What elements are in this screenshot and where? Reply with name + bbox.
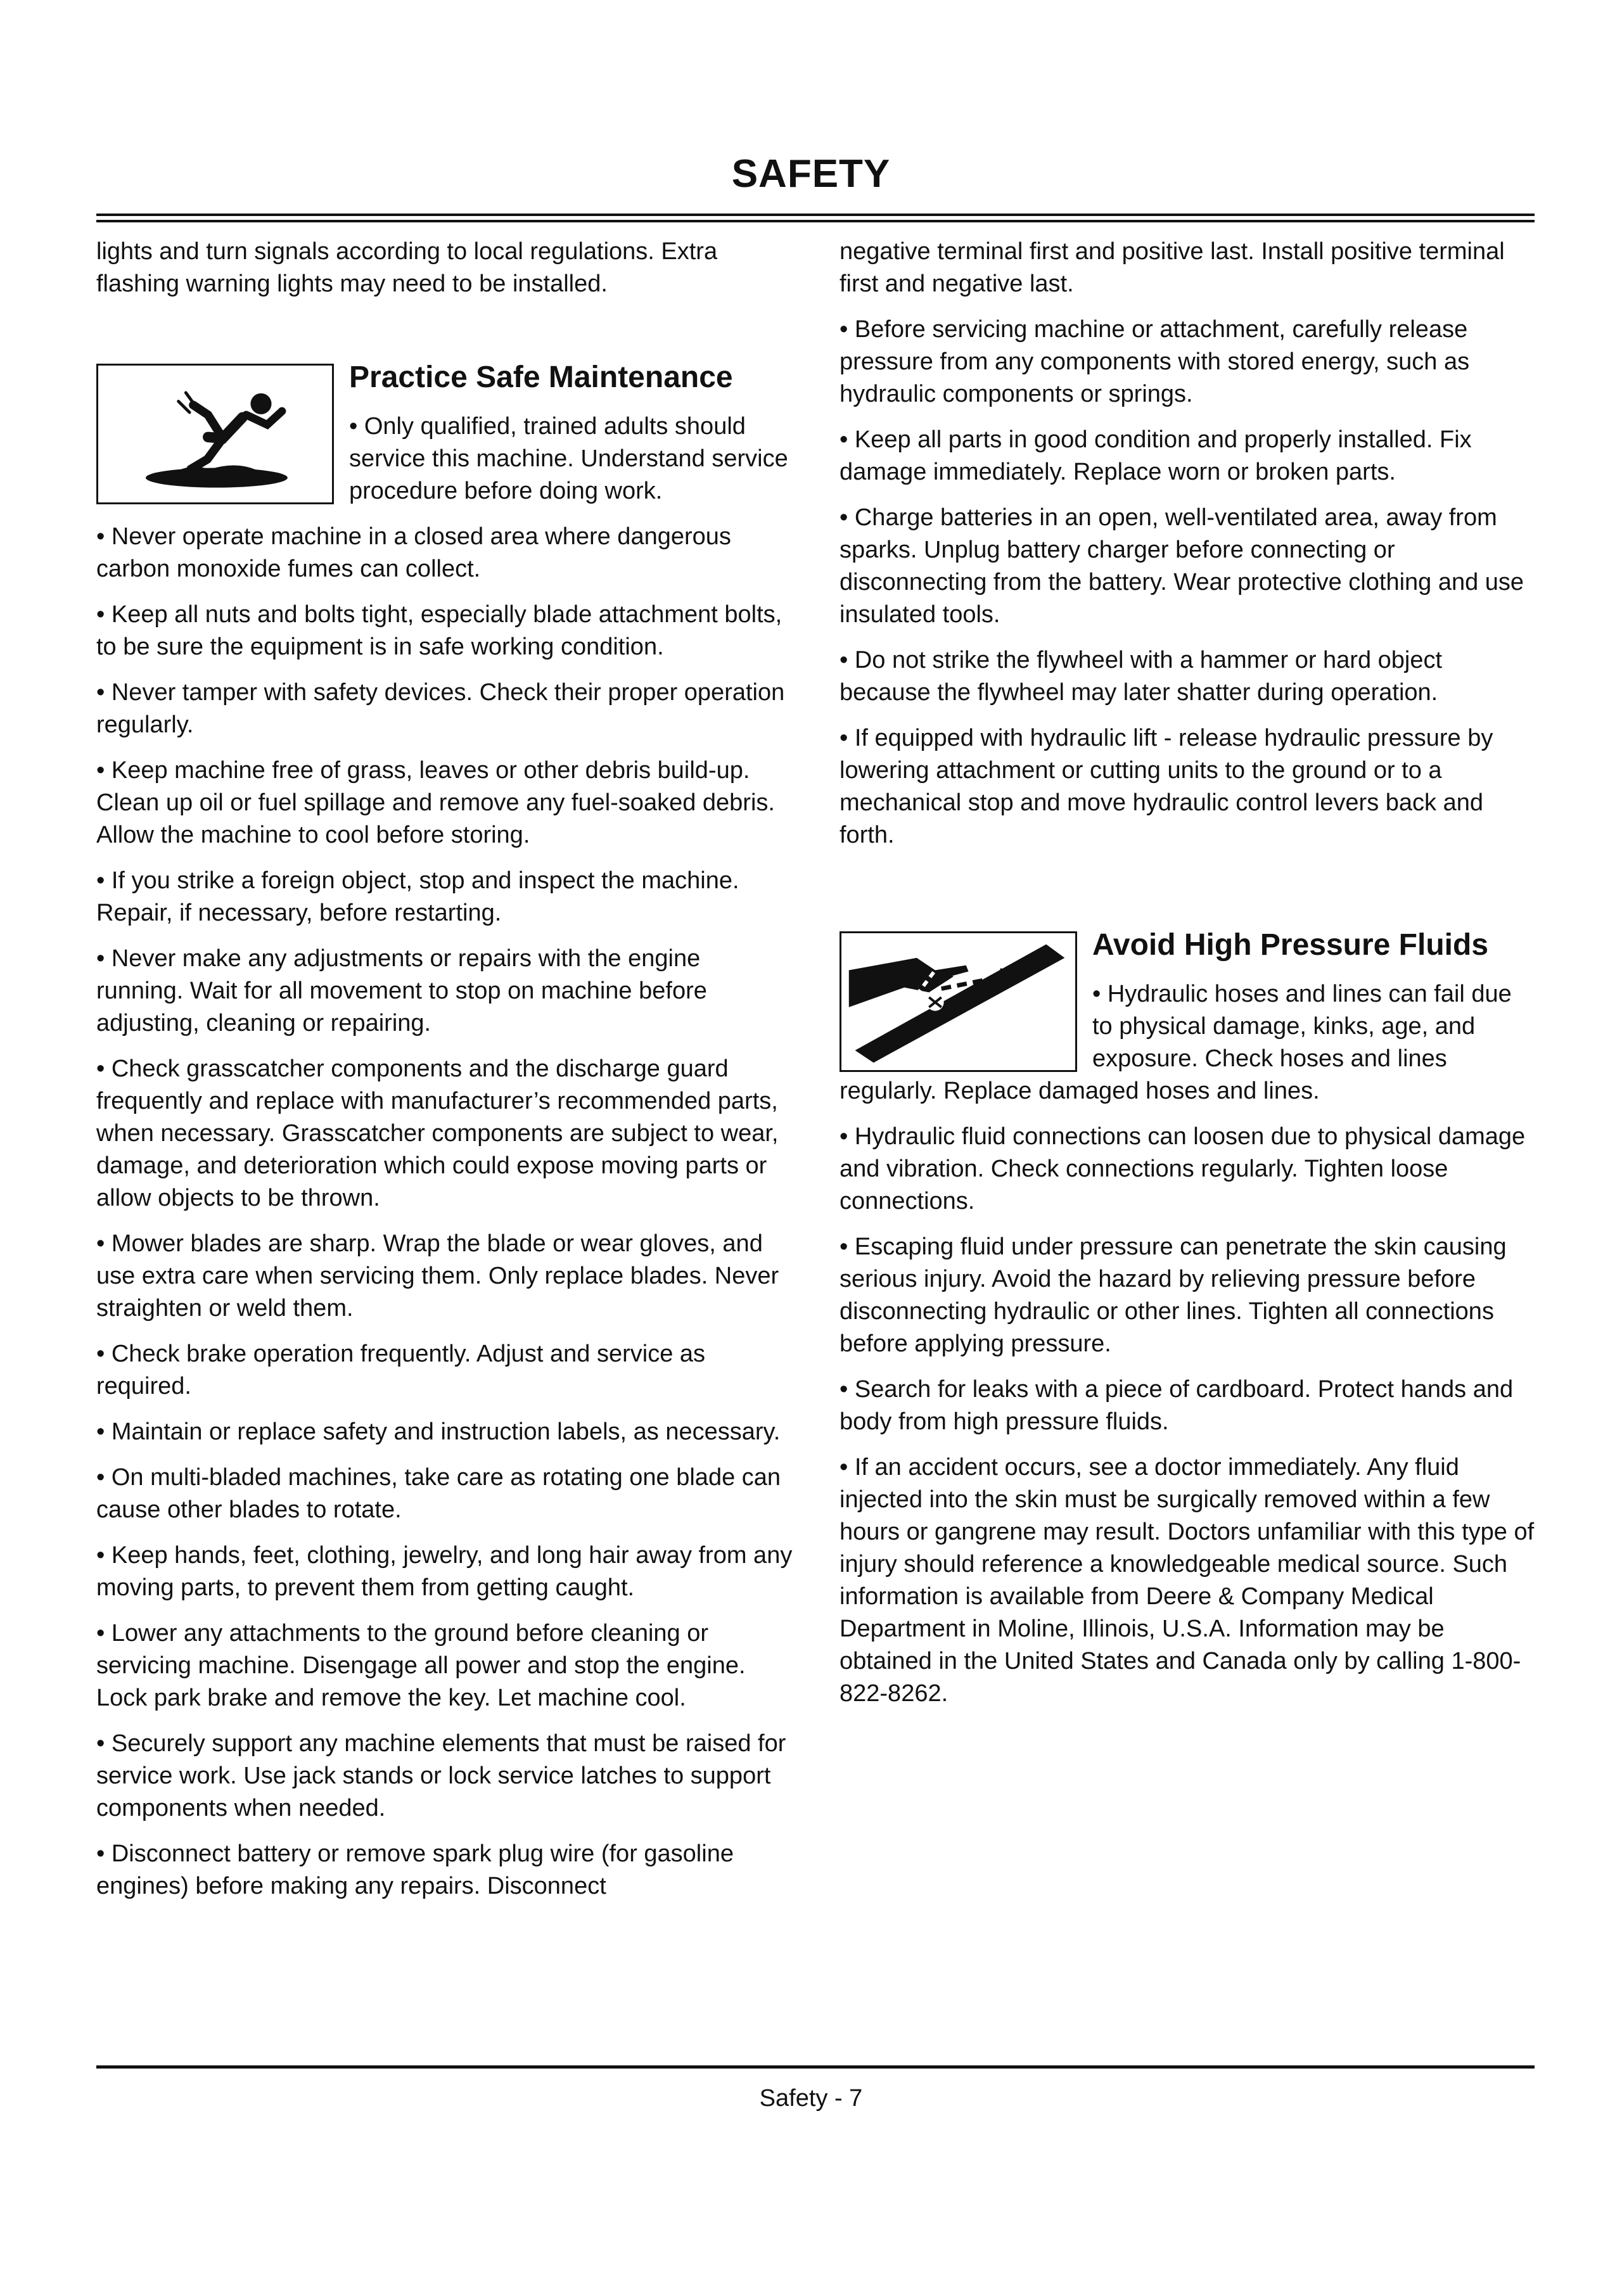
list-item: • Keep hands, feet, clothing, jewelry, and long hair away from any moving parts, to prevent them from getting caught. (96, 1542, 793, 1601)
list-item: • Never operate machine in a closed area where dangerous carbon monoxide fumes can collect. (96, 523, 731, 582)
footer-rule (96, 2065, 1535, 2069)
list-item: • Securely support any machine elements that must be raised for service work. Use jack stands or lock service latches to support components when needed. (96, 1730, 786, 1821)
list-item: • If an accident occurs, see a doctor immediately. Any fluid injected into the skin must be surgically removed within a few hours or gangrene may result. Doctors unfamiliar with this type of injury should reference a knowledgeable medical source. Such information is available from Deere & Company Medical Department in Moline, Illinois, U.S.A. Information may be obtained in the United States and Canada only by calling 1-800-822-8262. (840, 1454, 1535, 1707)
right-column (840, 236, 1536, 1723)
high-pressure-fluid-icon (840, 931, 1077, 1072)
list-item: • Keep all parts in good condition and properly installed. Fix damage immediately. Replace worn or broken parts. (840, 426, 1472, 485)
left-column (96, 236, 793, 1916)
list-item: • Never tamper with safety devices. Check their proper operation regularly. (96, 679, 785, 738)
section-heading-safe-maintenance: Practice Safe Maintenance (349, 360, 733, 394)
list-item: • Only qualified, trained adults should service this machine. Understand service procedure before doing work. (349, 413, 788, 504)
page-title: SAFETY (731, 152, 891, 196)
section-heading-high-pressure-fluids: Avoid High Pressure Fluids (1092, 928, 1489, 962)
list-item: • Never make any adjustments or repairs with the engine running. Wait for all movement to stop on machine before adjusting, cleaning or repairing. (96, 945, 707, 1036)
list-item: • Escaping fluid under pressure can penetrate the skin causing serious injury. Avoid the hazard by relieving pressure before disconnecting hydraulic or other lines. Tighten all connections before applying pressure. (840, 1234, 1507, 1357)
list-item: • Check brake operation frequently. Adjust and service as required. (96, 1341, 706, 1400)
list-item: • Keep all nuts and bolts tight, especially blade attachment bolts, to be sure the equipment is in safe working condition. (96, 601, 782, 660)
list-item: • Lower any attachments to the ground before cleaning or servicing machine. Disengage all power and stop the engine. Lock park brake and remove the key. Let machine cool. (96, 1620, 746, 1711)
list-item: • Before servicing machine or attachment, carefully release pressure from any components with stored energy, such as hydraulic components or springs. (840, 316, 1470, 407)
list-item: • Charge batteries in an open, well-ventilated area, away from sparks. Unplug battery charger before connecting or disconnecting from the battery. Wear protective clothing and use insulated tools. (840, 504, 1524, 628)
list-item: • If you strike a foreign object, stop and inspect the machine. Repair, if necessary, before restarting. (96, 867, 739, 926)
list-item: • On multi-bladed machines, take care as rotating one blade can cause other blades to rotate. (96, 1464, 781, 1523)
paragraph: lights and turn signals according to local regulations. Extra flashing warning lights may need to be installed. (96, 238, 718, 297)
list-item: • Mower blades are sharp. Wrap the blade or wear gloves, and use extra care when servicing them. Only replace blades. Never straighten or weld them. (96, 1230, 779, 1322)
list-item: • Disconnect battery or remove spark plug wire (for gasoline engines) before making any repairs. Disconnect (96, 1840, 734, 1899)
header-rule (96, 214, 1535, 216)
list-item: • Hydraulic fluid connections can loosen due to physical damage and vibration. Check connections regularly. Tighten loose connections. (840, 1123, 1526, 1215)
list-item: • Keep machine free of grass, leaves or other debris build-up. Clean up oil or fuel spillage and remove any fuel-soaked debris. Allow the machine to cool before storing. (96, 757, 775, 848)
list-item: • Check grasscatcher components and the discharge guard frequently and replace with manufacturer’s recommended parts, when necessary. Grasscatcher components are subject to wear, damage, and deterioration which could expose moving parts or allow objects to be thrown. (96, 1056, 779, 1211)
header-rule-secondary (96, 220, 1535, 222)
list-item: • Hydraulic hoses and lines can fail due to physical damage, kinks, age, and exposure. Check hoses and lines regularly. Replace damaged hoses and lines. (840, 981, 1512, 1104)
list-item: • Search for leaks with a piece of cardboard. Protect hands and body from high pressure fluids. (840, 1376, 1514, 1435)
slip-hazard-icon (96, 364, 334, 504)
list-item: negative terminal first and positive last. Install positive terminal first and negative last. (840, 238, 1505, 297)
list-item: • Maintain or replace safety and instruction labels, as necessary. (96, 1419, 781, 1445)
list-item: • Do not strike the flywheel with a hammer or hard object because the flywheel may later shatter during operation. (840, 647, 1443, 706)
page-number: Safety - 7 (759, 2085, 863, 2112)
list-item: • If equipped with hydraulic lift - release hydraulic pressure by lowering attachment or cutting units to the ground or to a mechanical stop and move hydraulic control levers back and forth. (840, 725, 1493, 848)
